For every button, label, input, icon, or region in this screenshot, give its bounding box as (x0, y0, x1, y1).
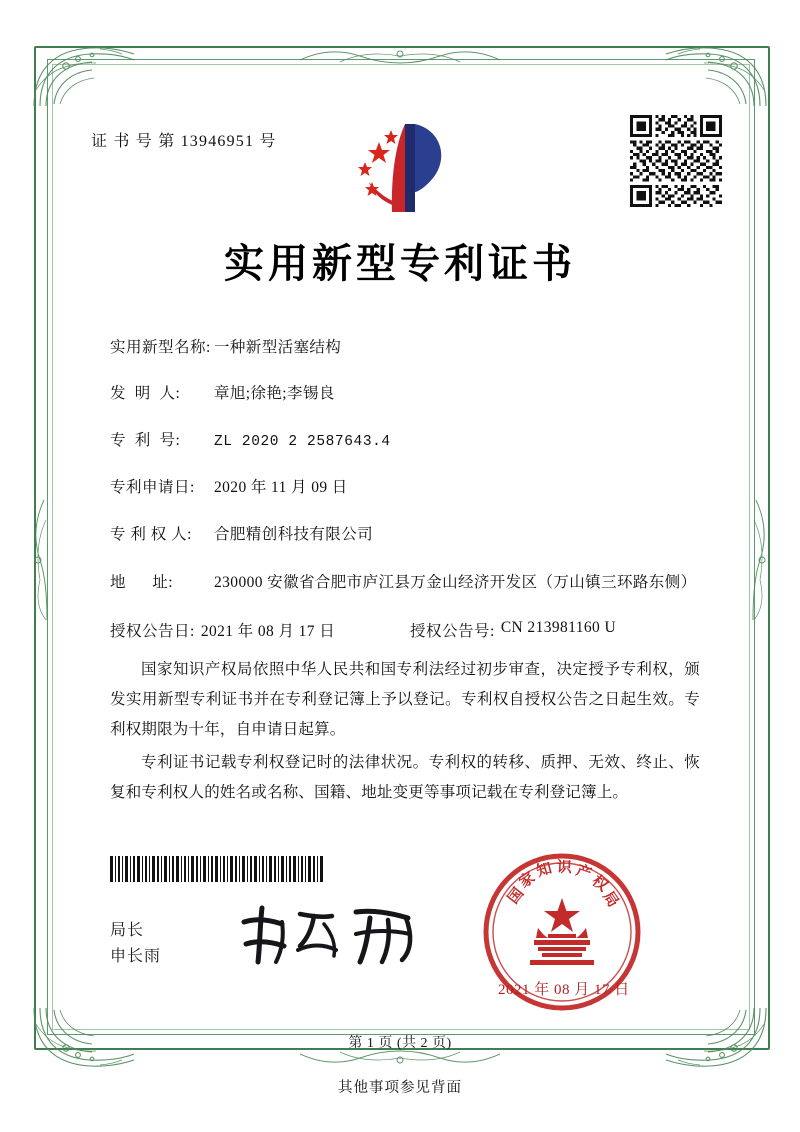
handwritten-signature-icon (236, 900, 426, 970)
corner-ornament-icon (662, 40, 770, 110)
svg-text:国: 国 (505, 885, 528, 908)
signature-role-label: 局长 (110, 922, 145, 939)
body-text (110, 655, 700, 810)
field-label: 专利申请日: (110, 479, 195, 497)
field-label: 实用新型名称: (110, 339, 211, 356)
field-value: 章旭;徐艳;李锡良 (214, 385, 335, 403)
body-paragraph-2: 专利证书记载专利权登记时的法律状况。专利权的转移、质押、无效、终止、恢复和专利权人的姓名或名称、国籍、地址变更等事项记载在专利登记簿上。 (110, 753, 700, 801)
body-paragraph-1: 国家知识产权局依照中华人民共和国专利法经过初步审查，决定授予专利权，颁发实用新型专利证书并在专利登记簿上予以登记。专利权自授权公告之日起生效。专利权期限为十年，自申请日起算。 (110, 661, 700, 739)
publication-number (410, 619, 616, 641)
signature-name: 申长雨 (110, 947, 162, 965)
field-row-inventors (110, 382, 710, 405)
seal-date: 2021 年 08 月 17 日 (498, 982, 630, 998)
field-label: 地 址: (110, 573, 174, 591)
corner-ornament-icon (30, 40, 138, 110)
signature-block (110, 918, 161, 969)
field-label: 专 利 号: (110, 431, 181, 449)
field-row-address (110, 569, 710, 596)
edge-ornament-icon (750, 500, 776, 620)
publication-number-label: 授权公告号: (410, 622, 495, 640)
publication-number-value: CN 213981160 U (500, 618, 617, 636)
qr-code-icon (630, 115, 722, 207)
field-label: 专 利 权 人: (110, 525, 192, 543)
field-row-patent-number (110, 429, 710, 454)
field-label: 发 明 人: (110, 385, 181, 403)
certificate-number: 证 书 号 第 13946951 号 (91, 133, 277, 150)
edge-ornament-icon (24, 500, 50, 620)
field-value: 2020 年 11 月 09 日 (214, 479, 348, 497)
svg-text:知: 知 (534, 860, 554, 881)
field-value: ZL 2020 2 2587643.4 (214, 433, 391, 450)
field-value: 合肥精创科技有限公司 (214, 525, 374, 543)
publication-row (110, 619, 710, 641)
publication-date (110, 619, 410, 641)
page-count: 第 1 页 (共 2 页) (348, 1036, 452, 1051)
svg-text:局: 局 (599, 888, 621, 911)
field-row-application-date (110, 476, 710, 499)
svg-text:产: 产 (573, 862, 594, 883)
field-row-utility-model-name (110, 336, 710, 359)
footer-note: 其他事项参见背面 (338, 1080, 462, 1096)
field-row-patentee (110, 523, 710, 546)
publication-date-label: 授权公告日: (110, 622, 195, 640)
svg-text:权: 权 (588, 873, 611, 895)
svg-text:家: 家 (516, 869, 539, 892)
barcode-icon (110, 856, 324, 882)
page-title: 实用新型专利证书 (224, 241, 576, 286)
edge-ornament-icon (300, 40, 500, 66)
cnipa-logo-icon (345, 112, 455, 220)
svg-text:识: 识 (556, 859, 573, 877)
field-value: 230000 安徽省合肥市庐江县万金山经济开发区（万山镇三环路东侧） (214, 573, 697, 591)
field-list (110, 336, 710, 659)
field-value: 一种新型活塞结构 (214, 339, 342, 356)
publication-date-value: 2021 年 08 月 17 日 (200, 622, 336, 640)
